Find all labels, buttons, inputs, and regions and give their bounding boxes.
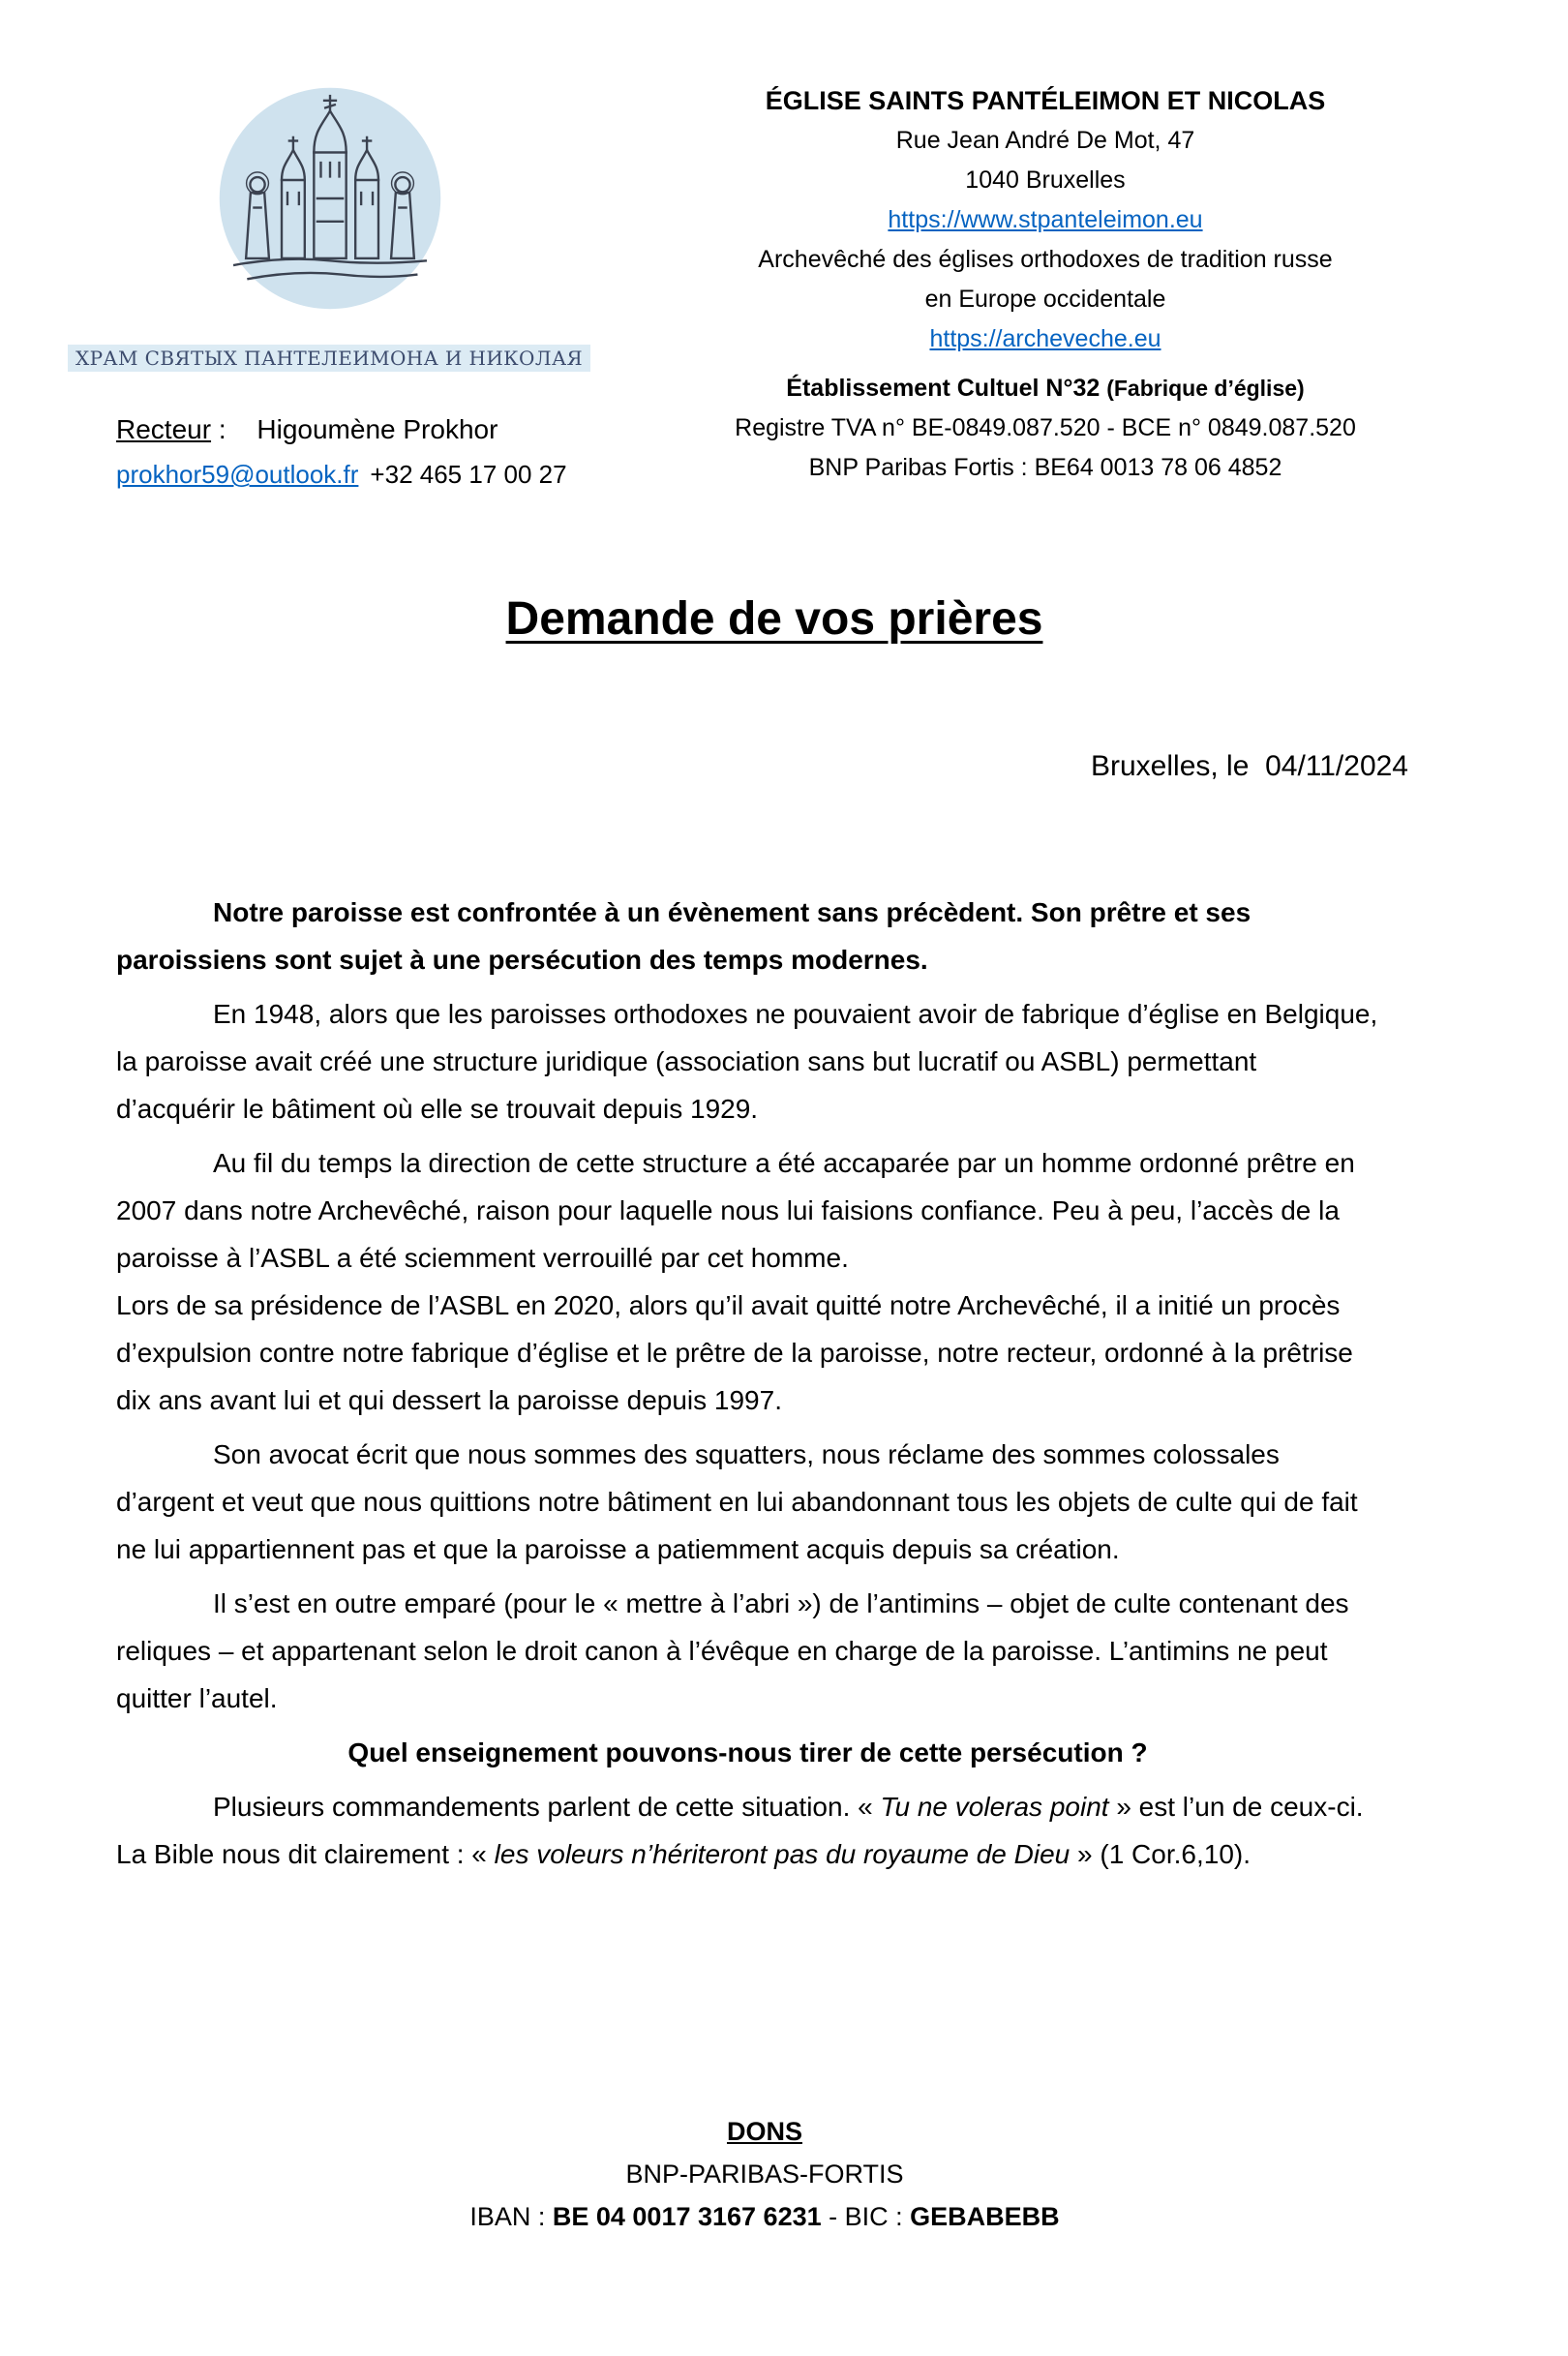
rector-colon: : xyxy=(211,414,234,444)
rector-line xyxy=(116,407,567,452)
rector-phone: +32 465 17 00 27 xyxy=(370,460,567,489)
paragraph-presidence: Lors de sa présidence de l’ASBL en 2020, alors qu’il avait quitté notre Archevêché, il a initié un procès d’expulsion contre notre fabrique d’église et le prêtre de la paroisse, notre recteur, ordonné à la prêtrise dix ans avant lui et qui dessert la paroisse depuis 1997. xyxy=(116,1290,1353,1415)
paragraph-structure: Au fil du temps la direction de cette structure a été accaparée par un homme ordonné prêtre en 2007 dans notre Archevêché, raison pour laquelle nous lui faisions confiance. Peu à peu, l’accès de la paroisse à l’ASBL a été sciemment verrouillé par cet homme. xyxy=(116,1148,1355,1273)
dons-heading: DONS xyxy=(726,2117,802,2146)
logo-caption-text: ХРАМ СВЯТЫХ ПАНТЕЛЕИМОНА И НИКОЛАЯ xyxy=(68,345,590,372)
logo-caption xyxy=(58,345,600,372)
bic-label: - BIC : xyxy=(821,2202,911,2231)
letter-title-text: Demande de vos prières xyxy=(505,593,1043,645)
org-website-line2 xyxy=(590,319,1500,359)
org-registry-line: Registre TVA n° BE-0849.087.520 - BCE n° 0849.087.520 xyxy=(735,414,1356,441)
rector-email-link[interactable]: prokhor59@outlook.fr xyxy=(116,460,359,489)
iban-label: IBAN : xyxy=(469,2202,553,2231)
paragraph-avocat: Son avocat écrit que nous sommes des squatters, nous réclame des sommes colossales d’argent et veut que nous quittions notre bâtiment en lui abandonnant tous les objets de culte qui de fait ne lui appartiennent pas et que la paroisse a patiemment acquis depuis sa création. xyxy=(116,1439,1358,1564)
dateline xyxy=(0,750,1408,783)
rector-name: Higoumène Prokhor xyxy=(256,414,498,444)
org-name: ÉGLISE SAINTS PANTÉLEIMON ET NICOLAS xyxy=(765,86,1326,115)
org-website-primary-link[interactable]: https://www.stpanteleimon.eu xyxy=(888,206,1203,233)
letter-body xyxy=(116,889,1379,1885)
p7-segment-2: » est l’un de ceux-ci. La Bible nous dit clairement : « xyxy=(116,1792,1372,1869)
donations-footer xyxy=(0,2110,1529,2238)
bic-value: GEBABEBB xyxy=(910,2202,1060,2231)
rector-contact-line xyxy=(116,452,567,498)
paragraph-1948: En 1948, alors que les paroisses orthodoxes ne pouvaient avoir de fabrique d’église en Belgique, la paroisse avait créé une structure juridique (association sans but lucratif ou ASBL) permettant d’acquérir le bâtiment où elle se trouvait depuis 1929. xyxy=(116,999,1378,1124)
org-website-line xyxy=(590,200,1500,240)
dateline-text: Bruxelles, le 04/11/2024 xyxy=(1091,750,1408,782)
p7-segment-3: » (1 Cor.6,10). xyxy=(1070,1839,1251,1869)
paragraph-commandements xyxy=(116,1783,1379,1878)
org-address-line1: Rue Jean André De Mot, 47 xyxy=(895,127,1195,154)
church-logo-icon xyxy=(215,83,445,314)
footer-iban-line xyxy=(0,2195,1529,2238)
org-header xyxy=(590,81,1500,488)
letter-title xyxy=(0,592,1549,646)
footer-bank-name: BNP-PARIBAS-FORTIS xyxy=(625,2160,904,2189)
p7-quote-2: les voleurs n’hériteront pas du royaume de Dieu xyxy=(494,1839,1070,1869)
p7-quote-1: Tu ne voleras point xyxy=(880,1792,1109,1822)
org-bank-line: BNP Paribas Fortis : BE64 0013 78 06 4852 xyxy=(808,454,1282,481)
iban-value: BE 04 0017 3167 6231 xyxy=(552,2202,822,2231)
org-archdiocese-line1: Archevêché des églises orthodoxes de tradition russe xyxy=(758,246,1333,273)
org-establishment-main: Établissement Cultuel N°32 xyxy=(786,375,1107,402)
church-logo xyxy=(215,83,445,314)
rector-block xyxy=(116,407,567,498)
p7-segment-1: Plusieurs commandements parlent de cette situation. « xyxy=(213,1792,881,1822)
org-archdiocese-line2: en Europe occidentale xyxy=(924,286,1166,313)
rector-label: Recteur xyxy=(116,414,212,444)
org-website-secondary-link[interactable]: https://archeveche.eu xyxy=(929,325,1161,352)
org-establishment-detail: (Fabrique d’église) xyxy=(1106,376,1305,401)
paragraph-question: Quel enseignement pouvons-nous tirer de cette persécution ? xyxy=(347,1737,1148,1767)
paragraph-antimins: Il s’est en outre emparé (pour le « mettre à l’abri ») de l’antimins – objet de culte contenant des reliques – et appartenant selon le droit canon à l’évêque en charge de la paroisse. L’antimins ne peut quitter l’autel. xyxy=(116,1588,1349,1713)
paragraph-intro: Notre paroisse est confrontée à un évènement sans précèdent. Son prêtre et ses paroissiens sont sujet à une persécution des temps modernes. xyxy=(116,897,1251,975)
org-establishment-line xyxy=(590,369,1500,408)
org-address-line2: 1040 Bruxelles xyxy=(965,166,1126,194)
